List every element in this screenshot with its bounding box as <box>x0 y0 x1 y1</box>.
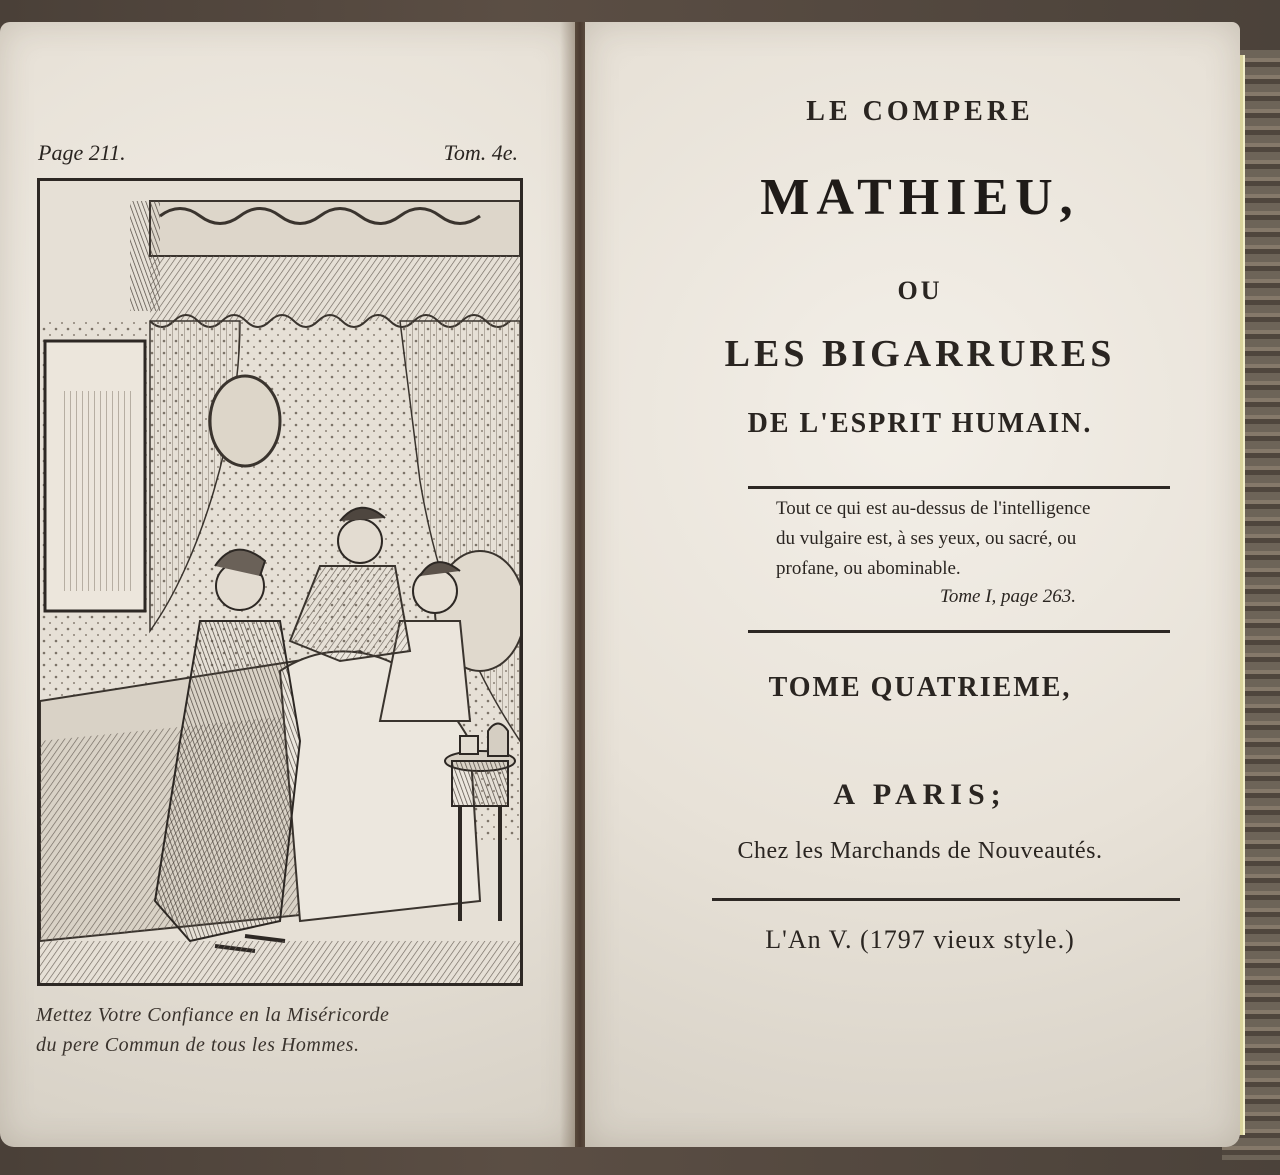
epigraph-line: du vulgaire est, à ses yeux, ou sacré, ou <box>776 528 1077 549</box>
imprint-publisher: Chez les Marchands de Nouveautés. <box>737 838 1103 864</box>
caption-line: Mettez Votre Confiance en la Miséricorde <box>36 1004 390 1026</box>
engraving-caption <box>36 1000 536 1060</box>
epigraph-line: profane, ou abominable. <box>776 558 961 579</box>
title-line-esprit-humain: DE L'ESPRIT HUMAIN. <box>747 408 1093 439</box>
title-line-bigarrures: LES BIGARRURES <box>724 333 1116 375</box>
epigraph-source: Tome I, page 263. <box>940 586 1076 607</box>
epigraph <box>776 494 1176 584</box>
divider-rule <box>712 898 1180 901</box>
imprint-date: L'An V. (1797 vieux style.) <box>765 925 1075 954</box>
title-line-mathieu: MATHIEU, <box>760 169 1080 226</box>
title-line-le-compere: LE COMPERE <box>806 96 1034 127</box>
plate-volume-reference: Tom. 4e. <box>443 140 518 165</box>
imprint-city: A PARIS; <box>833 778 1007 811</box>
volume-label: TOME QUATRIEME, <box>768 672 1072 703</box>
divider-rule <box>748 630 1170 633</box>
caption-line: du pere Commun de tous les Hommes. <box>36 1034 360 1056</box>
title-line-ou: OU <box>897 276 943 305</box>
engraving-illustration <box>37 178 523 986</box>
epigraph-line: Tout ce qui est au-dessus de l'intelligence <box>776 498 1091 519</box>
plate-page-reference: Page 211. <box>38 140 126 165</box>
divider-rule <box>748 486 1170 489</box>
